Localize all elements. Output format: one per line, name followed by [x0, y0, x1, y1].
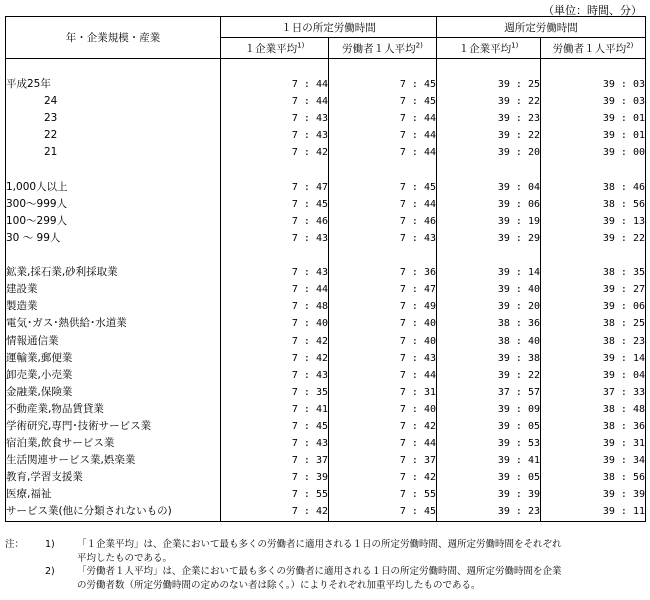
table-row [6, 401, 646, 418]
value-cell: 39 : 39 [541, 486, 646, 503]
row-label: 電気･ガス･熱供給･水道業 [6, 315, 221, 332]
table-row [6, 503, 646, 521]
value-cell: 7 : 43 [221, 367, 329, 384]
row-label: 宿泊業,飲食サービス業 [6, 435, 221, 452]
value-cell: 7 : 45 [329, 503, 437, 521]
table-row [6, 110, 646, 127]
table-row [6, 264, 646, 281]
value-cell: 7 : 43 [329, 350, 437, 367]
value-cell: 7 : 46 [221, 213, 329, 230]
value-cell: 39 : 01 [541, 127, 646, 144]
value-cell: 38 : 56 [541, 469, 646, 486]
row-label: 30 ～ 99人 [6, 230, 221, 247]
value-cell: 7 : 44 [221, 93, 329, 110]
table-row [6, 350, 646, 367]
row-label: 生活関連サービス業,娯楽業 [6, 452, 221, 469]
row-label: サービス業(他に分類されないもの) [6, 503, 221, 521]
row-label: 医療,福祉 [6, 486, 221, 503]
value-cell: 7 : 44 [329, 110, 437, 127]
value-cell: 7 : 47 [221, 179, 329, 196]
note-text: の労働者数（所定労働時間の定めのない者は除く。）によりそれぞれ加重平均したものである。 [77, 579, 481, 591]
value-cell: 39 : 14 [541, 350, 646, 367]
daily-worker-avg-header: 労働者１人平均$^{2)}$ [329, 38, 437, 59]
value-cell: 39 : 22 [437, 127, 541, 144]
weekly-worker-avg-header: 労働者１人平均$^{2)}$ [541, 38, 646, 59]
table-body [6, 59, 646, 522]
value-cell: 7 : 35 [221, 384, 329, 401]
row-label: 24 [6, 93, 221, 110]
value-cell: 7 : 42 [221, 503, 329, 521]
table-row [6, 367, 646, 384]
value-cell: 39 : 04 [541, 367, 646, 384]
row-label: 教育,学習支援業 [6, 469, 221, 486]
value-cell: 7 : 31 [329, 384, 437, 401]
table-row [6, 435, 646, 452]
row-label: 平成25年 [6, 76, 221, 93]
row-label: 建設業 [6, 281, 221, 298]
value-cell: 39 : 22 [437, 93, 541, 110]
value-cell: 7 : 45 [221, 418, 329, 435]
notes [5, 538, 645, 592]
value-cell: 39 : 20 [437, 144, 541, 161]
value-cell: 7 : 43 [221, 230, 329, 247]
table-row [6, 469, 646, 486]
note-number: 2) [45, 566, 55, 577]
value-cell: 38 : 23 [541, 333, 646, 350]
weekly-company-avg-header: １企業平均$^{1)}$ [437, 38, 541, 59]
row-label: 22 [6, 127, 221, 144]
value-cell: 7 : 47 [329, 281, 437, 298]
value-cell: 39 : 06 [541, 298, 646, 315]
value-cell: 39 : 40 [437, 281, 541, 298]
value-cell: 7 : 37 [329, 452, 437, 469]
value-cell: 7 : 37 [221, 452, 329, 469]
value-cell: 7 : 45 [329, 76, 437, 93]
value-cell: 7 : 44 [329, 435, 437, 452]
value-cell: 39 : 41 [437, 452, 541, 469]
row-label: 製造業 [6, 298, 221, 315]
value-cell: 7 : 42 [221, 350, 329, 367]
table-row [6, 418, 646, 435]
value-cell: 38 : 46 [541, 179, 646, 196]
value-cell: 39 : 38 [437, 350, 541, 367]
table-row [6, 452, 646, 469]
table-row [6, 179, 646, 196]
value-cell: 39 : 27 [541, 281, 646, 298]
table-row [6, 315, 646, 332]
row-label: 情報通信業 [6, 333, 221, 350]
value-cell: 39 : 19 [437, 213, 541, 230]
table-row [6, 333, 646, 350]
table-row [6, 213, 646, 230]
note-text: 「１企業平均」は、企業において最も多くの労働者に適用される１日の所定労働時間、週所定労働時間をそれぞれ [77, 539, 562, 550]
value-cell: 7 : 44 [221, 76, 329, 93]
value-cell: 7 : 45 [329, 179, 437, 196]
value-cell: 39 : 53 [437, 435, 541, 452]
value-cell: 39 : 14 [437, 264, 541, 281]
value-cell: 7 : 41 [221, 401, 329, 418]
table-row [6, 281, 646, 298]
value-cell: 38 : 36 [541, 418, 646, 435]
value-cell: 7 : 42 [221, 144, 329, 161]
row-label: 21 [6, 144, 221, 161]
row-label: 100～299人 [6, 213, 221, 230]
note-text: 「労働者１人平均」は、企業において最も多くの労働者に適用される１日の所定労働時間、週所定労働時間を企業 [77, 566, 562, 577]
row-label: 23 [6, 110, 221, 127]
value-cell: 39 : 09 [437, 401, 541, 418]
value-cell: 7 : 40 [329, 333, 437, 350]
value-cell: 39 : 39 [437, 486, 541, 503]
row-label: 鉱業,採石業,砂利採取業 [6, 264, 221, 281]
value-cell: 7 : 44 [221, 281, 329, 298]
table-row [6, 144, 646, 161]
table-row [6, 127, 646, 144]
value-cell: 39 : 06 [437, 196, 541, 213]
weekly-hours-header: 週所定労働時間 [437, 17, 646, 38]
value-cell: 38 : 25 [541, 315, 646, 332]
value-cell: 7 : 49 [329, 298, 437, 315]
table-row [6, 76, 646, 93]
value-cell: 39 : 31 [541, 435, 646, 452]
table-row [6, 230, 646, 247]
value-cell: 7 : 46 [329, 213, 437, 230]
value-cell: 38 : 48 [541, 401, 646, 418]
table-row [6, 384, 646, 401]
value-cell: 7 : 40 [221, 315, 329, 332]
value-cell: 7 : 44 [329, 144, 437, 161]
table-row [6, 486, 646, 503]
row-label: 1,000人以上 [6, 179, 221, 196]
row-label: 不動産業,物品賃貸業 [6, 401, 221, 418]
value-cell: 7 : 45 [329, 93, 437, 110]
value-cell: 7 : 43 [329, 230, 437, 247]
value-cell: 7 : 43 [221, 264, 329, 281]
value-cell: 39 : 22 [541, 230, 646, 247]
value-cell: 7 : 44 [329, 367, 437, 384]
table-row [6, 196, 646, 213]
value-cell: 7 : 42 [221, 333, 329, 350]
value-cell: 39 : 23 [437, 503, 541, 521]
value-cell: 7 : 44 [329, 196, 437, 213]
value-cell: 39 : 23 [437, 110, 541, 127]
value-cell: 39 : 25 [437, 76, 541, 93]
value-cell: 39 : 34 [541, 452, 646, 469]
value-cell: 39 : 00 [541, 144, 646, 161]
value-cell: 7 : 43 [221, 127, 329, 144]
value-cell: 39 : 22 [437, 367, 541, 384]
value-cell: 7 : 39 [221, 469, 329, 486]
row-label: 運輸業,郵便業 [6, 350, 221, 367]
row-label-header: 年・企業規模・産業 [6, 17, 221, 59]
value-cell: 39 : 03 [541, 76, 646, 93]
note-text: 平均したものである。 [77, 552, 173, 564]
value-cell: 39 : 03 [541, 93, 646, 110]
value-cell: 37 : 57 [437, 384, 541, 401]
row-label: 卸売業,小売業 [6, 367, 221, 384]
value-cell: 38 : 40 [437, 333, 541, 350]
working-hours-table [5, 16, 646, 522]
value-cell: 39 : 01 [541, 110, 646, 127]
value-cell: 7 : 45 [221, 196, 329, 213]
value-cell: 39 : 05 [437, 418, 541, 435]
unit-label: （単位：時間、分） [543, 4, 642, 17]
note-number: 1) [45, 539, 55, 550]
daily-company-avg-header: １企業平均$^{1)}$ [221, 38, 329, 59]
value-cell: 7 : 36 [329, 264, 437, 281]
value-cell: 37 : 33 [541, 384, 646, 401]
value-cell: 7 : 48 [221, 298, 329, 315]
row-label: 300～999人 [6, 196, 221, 213]
value-cell: 39 : 20 [437, 298, 541, 315]
daily-hours-header: １日の所定労働時間 [221, 17, 437, 38]
value-cell: 7 : 42 [329, 469, 437, 486]
value-cell: 7 : 40 [329, 315, 437, 332]
value-cell: 38 : 35 [541, 264, 646, 281]
table-row [6, 93, 646, 110]
value-cell: 7 : 42 [329, 418, 437, 435]
value-cell: 38 : 56 [541, 196, 646, 213]
value-cell: 7 : 44 [329, 127, 437, 144]
value-cell: 7 : 40 [329, 401, 437, 418]
value-cell: 39 : 13 [541, 213, 646, 230]
value-cell: 39 : 04 [437, 179, 541, 196]
value-cell: 7 : 55 [329, 486, 437, 503]
value-cell: 38 : 36 [437, 315, 541, 332]
value-cell: 7 : 43 [221, 435, 329, 452]
value-cell: 39 : 11 [541, 503, 646, 521]
value-cell: 39 : 29 [437, 230, 541, 247]
row-label: 金融業,保険業 [6, 384, 221, 401]
value-cell: 7 : 43 [221, 110, 329, 127]
table-row [6, 298, 646, 315]
notes-prefix: 注： [5, 539, 25, 550]
row-label: 学術研究,専門･技術サービス業 [6, 418, 221, 435]
value-cell: 7 : 55 [221, 486, 329, 503]
value-cell: 39 : 05 [437, 469, 541, 486]
